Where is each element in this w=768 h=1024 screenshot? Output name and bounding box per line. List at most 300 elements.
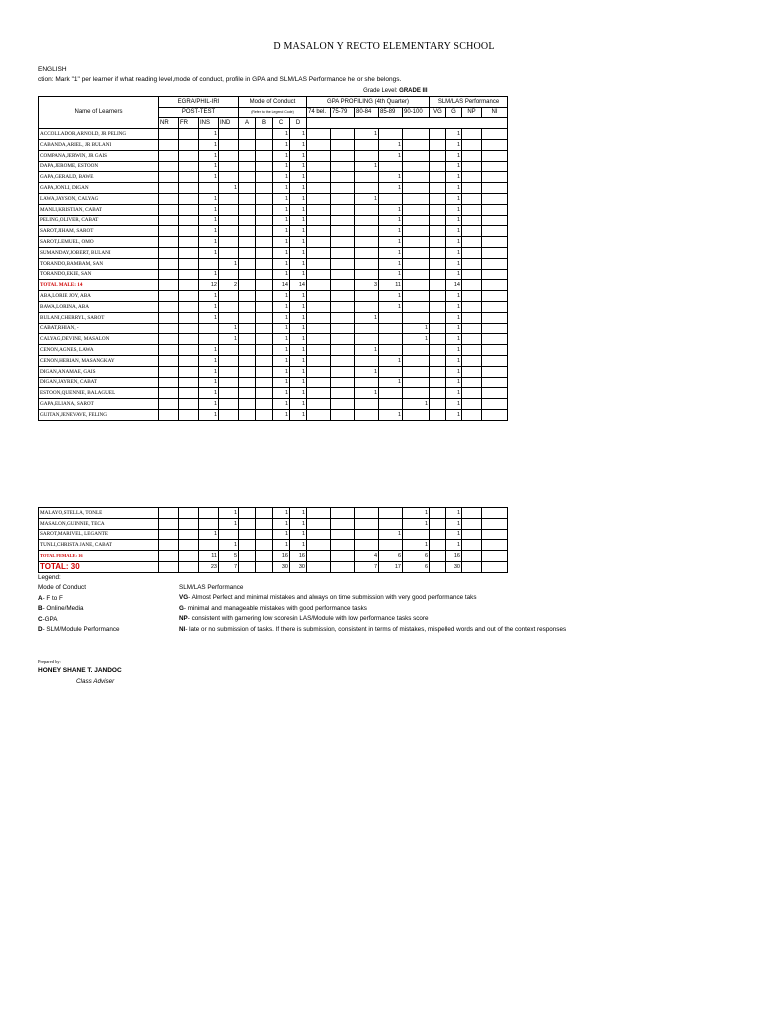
cell-ni	[482, 551, 508, 562]
cell-b	[256, 139, 273, 150]
cell-a	[239, 280, 256, 291]
cell-fr	[179, 161, 199, 172]
cell-b	[256, 247, 273, 258]
cell-85-89	[379, 388, 403, 399]
cell-d: 1	[290, 193, 307, 204]
col-75-79: 75-79	[331, 107, 355, 118]
cell-a	[239, 312, 256, 323]
cell-a	[239, 129, 256, 140]
cell-fr	[179, 355, 199, 366]
cell-d: 14	[290, 280, 307, 291]
cell-g: 1	[446, 237, 462, 248]
legend-text: - F to F	[42, 594, 63, 602]
col-85-89: 85-89	[379, 107, 403, 118]
cell-90-100: 1	[403, 508, 430, 519]
moc-note: (Refer to the Legend Code)	[239, 107, 307, 118]
cell-vg	[430, 150, 446, 161]
cell-b	[256, 345, 273, 356]
cell-74-bel-	[307, 237, 331, 248]
legend-text: - Online/Media	[42, 605, 84, 613]
cell-a	[239, 388, 256, 399]
cell-g: 1	[446, 247, 462, 258]
cell-vg	[430, 323, 446, 334]
legend-item	[38, 594, 120, 604]
cell-b	[256, 334, 273, 345]
cell-ni	[482, 237, 508, 248]
cell-nr	[159, 193, 179, 204]
legend-title: Legend:	[38, 574, 61, 581]
cell-74-bel-	[307, 301, 331, 312]
cell-80-84: 1	[355, 193, 379, 204]
cell-85-89: 1	[379, 139, 403, 150]
table-row	[39, 269, 508, 280]
cell-80-84: 3	[355, 280, 379, 291]
cell-vg	[430, 193, 446, 204]
cell-75-79	[331, 388, 355, 399]
cell-c: 1	[273, 247, 290, 258]
cell-vg	[430, 334, 446, 345]
cell-vg	[430, 183, 446, 194]
cell-ni	[482, 204, 508, 215]
cell-ni	[482, 409, 508, 420]
learner-name: MASALON,GUINNIE, TECA	[39, 518, 159, 529]
cell-75-79	[331, 366, 355, 377]
cell-ni	[482, 312, 508, 323]
cell-b	[256, 215, 273, 226]
cell-c: 1	[273, 345, 290, 356]
cell-ni	[482, 258, 508, 269]
cell-80-84: 1	[355, 161, 379, 172]
cell-fr	[179, 334, 199, 345]
cell-85-89: 1	[379, 204, 403, 215]
cell-90-100	[403, 366, 430, 377]
cell-a	[239, 508, 256, 519]
cell-90-100: 1	[403, 323, 430, 334]
cell-c: 1	[273, 226, 290, 237]
cell-80-84: 1	[355, 312, 379, 323]
cell-ni	[482, 226, 508, 237]
cell-ind	[219, 161, 239, 172]
cell-a	[239, 215, 256, 226]
cell-fr	[179, 269, 199, 280]
cell-a	[239, 377, 256, 388]
learner-name: PELING,OLIVER, CABAT	[39, 215, 159, 226]
cell-vg	[430, 551, 446, 562]
cell-a	[239, 366, 256, 377]
cell-ins: 1	[199, 161, 219, 172]
cell-c: 1	[273, 301, 290, 312]
cell-vg	[430, 529, 446, 540]
cell-74-bel-	[307, 366, 331, 377]
cell-74-bel-	[307, 334, 331, 345]
cell-np	[462, 355, 482, 366]
total-row	[39, 561, 508, 572]
table-row	[39, 366, 508, 377]
table-row	[39, 129, 508, 140]
learner-name: GAPA,GERALD, BAWE	[39, 172, 159, 183]
moc-header: Mode of Conduct	[239, 96, 307, 107]
cell-g: 1	[446, 150, 462, 161]
cell-c: 1	[273, 129, 290, 140]
cell-vg	[430, 388, 446, 399]
cell-ins	[199, 334, 219, 345]
table-row	[39, 377, 508, 388]
cell-d: 1	[290, 312, 307, 323]
cell-ni	[482, 291, 508, 302]
cell-80-84: 1	[355, 129, 379, 140]
legend-item	[179, 593, 566, 603]
cell-np	[462, 150, 482, 161]
cell-fr	[179, 518, 199, 529]
cell-fr	[179, 540, 199, 551]
cell-ind	[219, 237, 239, 248]
cell-vg	[430, 399, 446, 410]
cell-fr	[179, 172, 199, 183]
col-a: A	[239, 118, 256, 129]
cell-74-bel-	[307, 377, 331, 388]
cell-ni	[482, 161, 508, 172]
cell-np	[462, 377, 482, 388]
cell-90-100	[403, 301, 430, 312]
cell-ind: 1	[219, 334, 239, 345]
cell-90-100	[403, 258, 430, 269]
cell-a	[239, 258, 256, 269]
cell-c: 1	[273, 269, 290, 280]
cell-ins: 1	[199, 215, 219, 226]
legend-item	[179, 625, 566, 635]
cell-75-79	[331, 129, 355, 140]
cell-d: 1	[290, 247, 307, 258]
cell-a	[239, 529, 256, 540]
learner-table-continued	[38, 507, 508, 573]
cell-d: 1	[290, 291, 307, 302]
cell-85-89: 1	[379, 258, 403, 269]
cell-ind	[219, 366, 239, 377]
cell-fr	[179, 139, 199, 150]
cell-85-89: 6	[379, 551, 403, 562]
learner-name: SAROT,JIHAM, SAROT	[39, 226, 159, 237]
cell-g: 1	[446, 399, 462, 410]
cell-ni	[482, 280, 508, 291]
cell-c: 1	[273, 204, 290, 215]
cell-d: 1	[290, 366, 307, 377]
cell-80-84: 1	[355, 388, 379, 399]
legend-code: G	[179, 604, 184, 612]
post-test-header: POST-TEST	[159, 107, 239, 118]
cell-74-bel-	[307, 529, 331, 540]
cell-74-bel-	[307, 280, 331, 291]
cell-np	[462, 409, 482, 420]
cell-ind	[219, 226, 239, 237]
cell-a	[239, 139, 256, 150]
cell-ind: 7	[219, 561, 239, 572]
cell-a	[239, 518, 256, 529]
cell-85-89: 1	[379, 355, 403, 366]
cell-nr	[159, 161, 179, 172]
cell-b	[256, 280, 273, 291]
cell-a	[239, 355, 256, 366]
legend-text: - minimal and manageable mistakes with good performance tasks	[183, 604, 367, 612]
cell-74-bel-	[307, 183, 331, 194]
learner-name: DAPA,JEROME, ESTOON	[39, 161, 159, 172]
cell-80-84	[355, 215, 379, 226]
cell-85-89: 1	[379, 215, 403, 226]
cell-c: 1	[273, 193, 290, 204]
cell-75-79	[331, 258, 355, 269]
cell-vg	[430, 561, 446, 572]
cell-74-bel-	[307, 269, 331, 280]
cell-fr	[179, 129, 199, 140]
cell-90-100	[403, 312, 430, 323]
cell-nr	[159, 529, 179, 540]
table-row	[39, 529, 508, 540]
cell-nr	[159, 409, 179, 420]
cell-ni	[482, 172, 508, 183]
cell-c: 16	[273, 551, 290, 562]
legend-right	[179, 583, 566, 635]
cell-vg	[430, 301, 446, 312]
cell-a	[239, 237, 256, 248]
cell-90-100	[403, 291, 430, 302]
cell-90-100	[403, 355, 430, 366]
cell-74-bel-	[307, 161, 331, 172]
cell-vg	[430, 237, 446, 248]
cell-80-84	[355, 150, 379, 161]
cell-c: 30	[273, 561, 290, 572]
cell-nr	[159, 388, 179, 399]
legend-item	[179, 614, 566, 624]
cell-90-100	[403, 345, 430, 356]
cell-90-100	[403, 237, 430, 248]
learner-table	[38, 86, 508, 421]
cell-g: 1	[446, 215, 462, 226]
cell-d: 1	[290, 508, 307, 519]
cell-75-79	[331, 312, 355, 323]
table-row	[39, 323, 508, 334]
cell-vg	[430, 247, 446, 258]
table-row	[39, 301, 508, 312]
cell-fr	[179, 183, 199, 194]
egra-header: EGRA/PHIL-IRI	[159, 96, 239, 107]
cell-75-79	[331, 291, 355, 302]
cell-fr	[179, 215, 199, 226]
cell-74-bel-	[307, 409, 331, 420]
cell-85-89: 11	[379, 280, 403, 291]
cell-ind: 1	[219, 258, 239, 269]
cell-nr	[159, 301, 179, 312]
cell-ins	[199, 518, 219, 529]
cell-80-84	[355, 377, 379, 388]
cell-90-100: 1	[403, 399, 430, 410]
cell-np	[462, 529, 482, 540]
cell-nr	[159, 561, 179, 572]
cell-fr	[179, 280, 199, 291]
cell-fr	[179, 551, 199, 562]
cell-80-84	[355, 139, 379, 150]
cell-ni	[482, 377, 508, 388]
legend-code: NP	[179, 615, 188, 623]
cell-np	[462, 301, 482, 312]
cell-b	[256, 129, 273, 140]
cell-nr	[159, 508, 179, 519]
cell-np	[462, 388, 482, 399]
cell-nr	[159, 312, 179, 323]
cell-nr	[159, 323, 179, 334]
table-row	[39, 355, 508, 366]
cell-fr	[179, 193, 199, 204]
cell-ins: 1	[199, 366, 219, 377]
cell-ni	[482, 183, 508, 194]
name-header: Name of Learners	[39, 96, 159, 128]
learner-name: DIGAN,ANAMAE, GAIS	[39, 366, 159, 377]
legend-text: - consistent with garnering low scoresin LAS/Module with low performance tasks score	[187, 615, 429, 623]
cell-a	[239, 193, 256, 204]
cell-nr	[159, 377, 179, 388]
cell-np	[462, 204, 482, 215]
cell-g: 16	[446, 551, 462, 562]
cell-vg	[430, 226, 446, 237]
cell-75-79	[331, 161, 355, 172]
cell-np	[462, 345, 482, 356]
cell-fr	[179, 508, 199, 519]
cell-ins	[199, 323, 219, 334]
cell-80-84	[355, 226, 379, 237]
cell-c: 1	[273, 377, 290, 388]
cell-90-100: 6	[403, 551, 430, 562]
legend-text: - Almost Perfect and minimal mistakes and always on time submission with very good performance taks	[188, 594, 477, 602]
cell-85-89	[379, 518, 403, 529]
cell-fr	[179, 226, 199, 237]
cell-ind	[219, 291, 239, 302]
cell-80-84	[355, 172, 379, 183]
cell-d: 1	[290, 388, 307, 399]
cell-ins: 1	[199, 139, 219, 150]
cell-74-bel-	[307, 172, 331, 183]
cell-c: 1	[273, 312, 290, 323]
grade-level: Grade Level: GRADE III	[363, 87, 428, 94]
cell-fr	[179, 291, 199, 302]
cell-a	[239, 409, 256, 420]
cell-np	[462, 139, 482, 150]
legend-code: A	[38, 594, 43, 602]
cell-fr	[179, 150, 199, 161]
cell-85-89: 1	[379, 377, 403, 388]
table-row	[39, 150, 508, 161]
cell-a	[239, 247, 256, 258]
cell-ind	[219, 529, 239, 540]
cell-vg	[430, 204, 446, 215]
col-80-84: 80-84	[355, 107, 379, 118]
table-row	[39, 215, 508, 226]
cell-80-84	[355, 540, 379, 551]
cell-90-100	[403, 377, 430, 388]
cell-g: 1	[446, 269, 462, 280]
col-nr: NR	[159, 118, 179, 129]
cell-ins	[199, 540, 219, 551]
cell-d: 1	[290, 529, 307, 540]
cell-ins: 1	[199, 399, 219, 410]
cell-75-79	[331, 561, 355, 572]
learner-name: TORANDO,EKIE, SAN	[39, 269, 159, 280]
cell-74-bel-	[307, 561, 331, 572]
cell-a	[239, 204, 256, 215]
cell-85-89: 1	[379, 237, 403, 248]
cell-85-89	[379, 366, 403, 377]
cell-90-100	[403, 529, 430, 540]
learner-name: SAROT,LEMUEL, OMO	[39, 237, 159, 248]
table-row	[39, 204, 508, 215]
cell-nr	[159, 258, 179, 269]
col-d: D	[290, 118, 307, 129]
cell-np	[462, 280, 482, 291]
cell-ins	[199, 258, 219, 269]
cell-c: 1	[273, 540, 290, 551]
cell-74-bel-	[307, 150, 331, 161]
cell-ins: 1	[199, 204, 219, 215]
cell-nr	[159, 518, 179, 529]
cell-ins: 1	[199, 150, 219, 161]
cell-c: 1	[273, 291, 290, 302]
cell-fr	[179, 237, 199, 248]
cell-ind	[219, 399, 239, 410]
subject-label: ENGLISH	[38, 66, 67, 73]
cell-74-bel-	[307, 508, 331, 519]
cell-75-79	[331, 529, 355, 540]
cell-ins: 1	[199, 345, 219, 356]
cell-d: 1	[290, 150, 307, 161]
cell-80-84: 1	[355, 345, 379, 356]
cell-75-79	[331, 323, 355, 334]
learner-name: GAPA,ELIANA, SAROT	[39, 399, 159, 410]
cell-90-100	[403, 280, 430, 291]
cell-80-84: 4	[355, 551, 379, 562]
cell-fr	[179, 247, 199, 258]
cell-ni	[482, 345, 508, 356]
learner-name: MANLI,KRISTIAN, CABAT	[39, 204, 159, 215]
cell-ins: 1	[199, 388, 219, 399]
cell-nr	[159, 226, 179, 237]
cell-g: 1	[446, 291, 462, 302]
cell-85-89: 1	[379, 247, 403, 258]
cell-ind	[219, 139, 239, 150]
cell-vg	[430, 280, 446, 291]
cell-75-79	[331, 399, 355, 410]
cell-np	[462, 258, 482, 269]
cell-g: 1	[446, 377, 462, 388]
cell-fr	[179, 409, 199, 420]
cell-80-84	[355, 237, 379, 248]
table-row	[39, 345, 508, 356]
cell-np	[462, 508, 482, 519]
cell-g: 1	[446, 518, 462, 529]
cell-c: 1	[273, 172, 290, 183]
cell-d: 1	[290, 540, 307, 551]
cell-ind	[219, 409, 239, 420]
cell-ni	[482, 540, 508, 551]
legend-code: NI	[179, 625, 186, 633]
cell-fr	[179, 204, 199, 215]
cell-vg	[430, 345, 446, 356]
col-ind: IND	[219, 118, 239, 129]
learner-name: TUNLI,CHRISTA JANE, CABAT	[39, 540, 159, 551]
cell-ins: 1	[199, 172, 219, 183]
learner-name: CENON,AGNES, LAWA	[39, 345, 159, 356]
cell-75-79	[331, 508, 355, 519]
cell-74-bel-	[307, 247, 331, 258]
learner-name: TOTAL MALE: 14	[39, 280, 159, 291]
col-fr: FR	[179, 118, 199, 129]
cell-g: 1	[446, 355, 462, 366]
